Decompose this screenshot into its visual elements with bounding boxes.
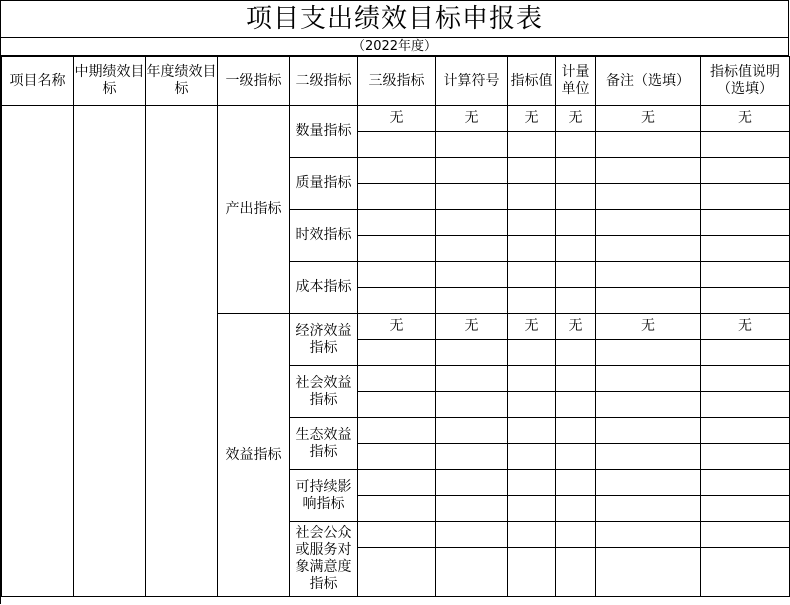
unit-cell[interactable] (556, 340, 596, 366)
remarks-cell[interactable] (596, 444, 701, 470)
level3-cell[interactable] (358, 418, 436, 444)
year-subtitle: （2022年度） (1, 38, 789, 56)
indicator-value-cell[interactable] (508, 288, 556, 314)
indicator-value-cell[interactable] (508, 366, 556, 392)
indicator-value-cell[interactable] (508, 522, 556, 548)
level3-cell[interactable]: 无 (358, 314, 436, 340)
level3-cell[interactable] (358, 496, 436, 522)
indicator-value-cell[interactable] (508, 236, 556, 262)
remarks-cell[interactable] (596, 496, 701, 522)
calc-symbol-cell[interactable] (436, 496, 508, 522)
header-level3: 三级指标 (358, 57, 436, 106)
indicator-value-cell[interactable] (508, 392, 556, 418)
remarks-cell[interactable] (596, 158, 701, 184)
value-note-cell[interactable]: 无 (701, 106, 790, 132)
indicator-value-cell[interactable] (508, 496, 556, 522)
calc-symbol-cell[interactable] (436, 288, 508, 314)
remarks-cell[interactable] (596, 262, 701, 288)
calc-symbol-cell[interactable] (436, 418, 508, 444)
value-note-cell[interactable] (701, 470, 790, 496)
unit-cell[interactable] (556, 470, 596, 496)
page-title: 项目支出绩效目标申报表 (1, 1, 789, 38)
unit-cell[interactable]: 无 (556, 314, 596, 340)
value-note-cell[interactable] (701, 132, 790, 158)
value-note-cell[interactable] (701, 236, 790, 262)
header-value-note: 指标值说明（选填） (701, 57, 790, 106)
calc-symbol-cell[interactable] (436, 392, 508, 418)
level3-cell[interactable] (358, 288, 436, 314)
level3-cell[interactable] (358, 444, 436, 470)
calc-symbol-cell[interactable] (436, 210, 508, 236)
performance-target-table (1, 56, 790, 597)
value-note-cell[interactable] (701, 340, 790, 366)
indicator-value-cell[interactable] (508, 418, 556, 444)
header-annual-goal: 年度绩效目标 (146, 57, 218, 106)
value-note-cell[interactable] (701, 184, 790, 210)
unit-cell[interactable] (556, 392, 596, 418)
calc-symbol-cell[interactable] (436, 444, 508, 470)
unit-cell[interactable] (556, 288, 596, 314)
calc-symbol-cell[interactable] (436, 470, 508, 496)
level3-cell[interactable] (358, 522, 436, 548)
unit-cell[interactable]: 无 (556, 106, 596, 132)
calc-symbol-cell[interactable] (436, 236, 508, 262)
calc-symbol-cell[interactable]: 无 (436, 106, 508, 132)
remarks-cell[interactable] (596, 522, 701, 548)
unit-cell[interactable] (556, 210, 596, 236)
indicator-value-cell[interactable] (508, 444, 556, 470)
level3-cell[interactable] (358, 366, 436, 392)
calc-symbol-cell[interactable] (436, 548, 508, 597)
remarks-cell[interactable] (596, 288, 701, 314)
unit-cell[interactable] (556, 236, 596, 262)
calc-symbol-cell[interactable] (436, 158, 508, 184)
level3-cell[interactable] (358, 470, 436, 496)
unit-cell[interactable] (556, 548, 596, 597)
level3-cell[interactable] (358, 262, 436, 288)
value-note-cell[interactable] (701, 444, 790, 470)
header-row (2, 57, 790, 106)
level2-quality-cell: 质量指标 (290, 158, 358, 210)
remarks-cell[interactable] (596, 132, 701, 158)
value-note-cell[interactable] (701, 392, 790, 418)
header-level2: 二级指标 (290, 57, 358, 106)
level2-ecological-cell: 生态效益指标 (290, 418, 358, 470)
header-remarks: 备注（选填） (596, 57, 701, 106)
level2-satisfaction-cell: 社会公众或服务对象满意度指标 (290, 522, 358, 597)
table-row (2, 106, 790, 132)
level1-output-cell: 产出指标 (218, 106, 290, 314)
remarks-cell[interactable] (596, 392, 701, 418)
level3-cell[interactable] (358, 184, 436, 210)
project-name-cell[interactable] (2, 106, 74, 597)
remarks-cell[interactable] (596, 470, 701, 496)
remarks-cell[interactable] (596, 418, 701, 444)
unit-cell[interactable] (556, 132, 596, 158)
level3-cell[interactable]: 无 (358, 106, 436, 132)
level3-cell[interactable] (358, 132, 436, 158)
annual-goal-cell[interactable] (146, 106, 218, 597)
unit-cell[interactable] (556, 496, 596, 522)
unit-cell[interactable] (556, 262, 596, 288)
value-note-cell[interactable]: 无 (701, 314, 790, 340)
level2-social-cell: 社会效益指标 (290, 366, 358, 418)
level3-cell[interactable] (358, 392, 436, 418)
level2-cost-cell: 成本指标 (290, 262, 358, 314)
value-note-cell[interactable] (701, 548, 790, 597)
unit-cell[interactable] (556, 184, 596, 210)
remarks-cell[interactable] (596, 340, 701, 366)
remarks-cell[interactable] (596, 184, 701, 210)
remarks-cell[interactable] (596, 210, 701, 236)
calc-symbol-cell[interactable] (436, 340, 508, 366)
remarks-cell[interactable]: 无 (596, 106, 701, 132)
indicator-value-cell[interactable] (508, 158, 556, 184)
calc-symbol-cell[interactable] (436, 184, 508, 210)
level3-cell[interactable] (358, 210, 436, 236)
value-note-cell[interactable] (701, 158, 790, 184)
header-midterm-goal: 中期绩效目标 (74, 57, 146, 106)
unit-cell[interactable] (556, 418, 596, 444)
indicator-value-cell[interactable] (508, 132, 556, 158)
header-indicator-value: 指标值 (508, 57, 556, 106)
unit-cell[interactable] (556, 444, 596, 470)
indicator-value-cell[interactable] (508, 262, 556, 288)
remarks-cell[interactable]: 无 (596, 314, 701, 340)
calc-symbol-cell[interactable] (436, 366, 508, 392)
indicator-value-cell[interactable] (508, 184, 556, 210)
level3-cell[interactable] (358, 340, 436, 366)
indicator-value-cell[interactable] (508, 548, 556, 597)
remarks-cell[interactable] (596, 366, 701, 392)
value-note-cell[interactable] (701, 522, 790, 548)
value-note-cell[interactable] (701, 210, 790, 236)
level3-cell[interactable] (358, 236, 436, 262)
calc-symbol-cell[interactable] (436, 522, 508, 548)
level2-economic-cell: 经济效益指标 (290, 314, 358, 366)
level3-cell[interactable] (358, 548, 436, 597)
midterm-goal-cell[interactable] (74, 106, 146, 597)
indicator-value-cell[interactable]: 无 (508, 106, 556, 132)
indicator-value-cell[interactable] (508, 340, 556, 366)
unit-cell[interactable] (556, 366, 596, 392)
calc-symbol-cell[interactable] (436, 262, 508, 288)
indicator-value-cell[interactable] (508, 210, 556, 236)
level3-cell[interactable] (358, 158, 436, 184)
unit-cell[interactable] (556, 522, 596, 548)
value-note-cell[interactable] (701, 262, 790, 288)
header-unit: 计量单位 (556, 57, 596, 106)
header-project-name: 项目名称 (2, 57, 74, 106)
calc-symbol-cell[interactable]: 无 (436, 314, 508, 340)
indicator-value-cell[interactable]: 无 (508, 314, 556, 340)
header-level1: 一级指标 (218, 57, 290, 106)
value-note-cell[interactable] (701, 496, 790, 522)
calc-symbol-cell[interactable] (436, 132, 508, 158)
remarks-cell[interactable] (596, 548, 701, 597)
value-note-cell[interactable] (701, 366, 790, 392)
level2-quantity-cell: 数量指标 (290, 106, 358, 158)
value-note-cell[interactable] (701, 288, 790, 314)
value-note-cell[interactable] (701, 418, 790, 444)
level1-benefit-cell: 效益指标 (218, 314, 290, 597)
indicator-value-cell[interactable] (508, 470, 556, 496)
level2-timeliness-cell: 时效指标 (290, 210, 358, 262)
level2-sustainable-cell: 可持续影响指标 (290, 470, 358, 522)
unit-cell[interactable] (556, 158, 596, 184)
remarks-cell[interactable] (596, 236, 701, 262)
header-calc-symbol: 计算符号 (436, 57, 508, 106)
